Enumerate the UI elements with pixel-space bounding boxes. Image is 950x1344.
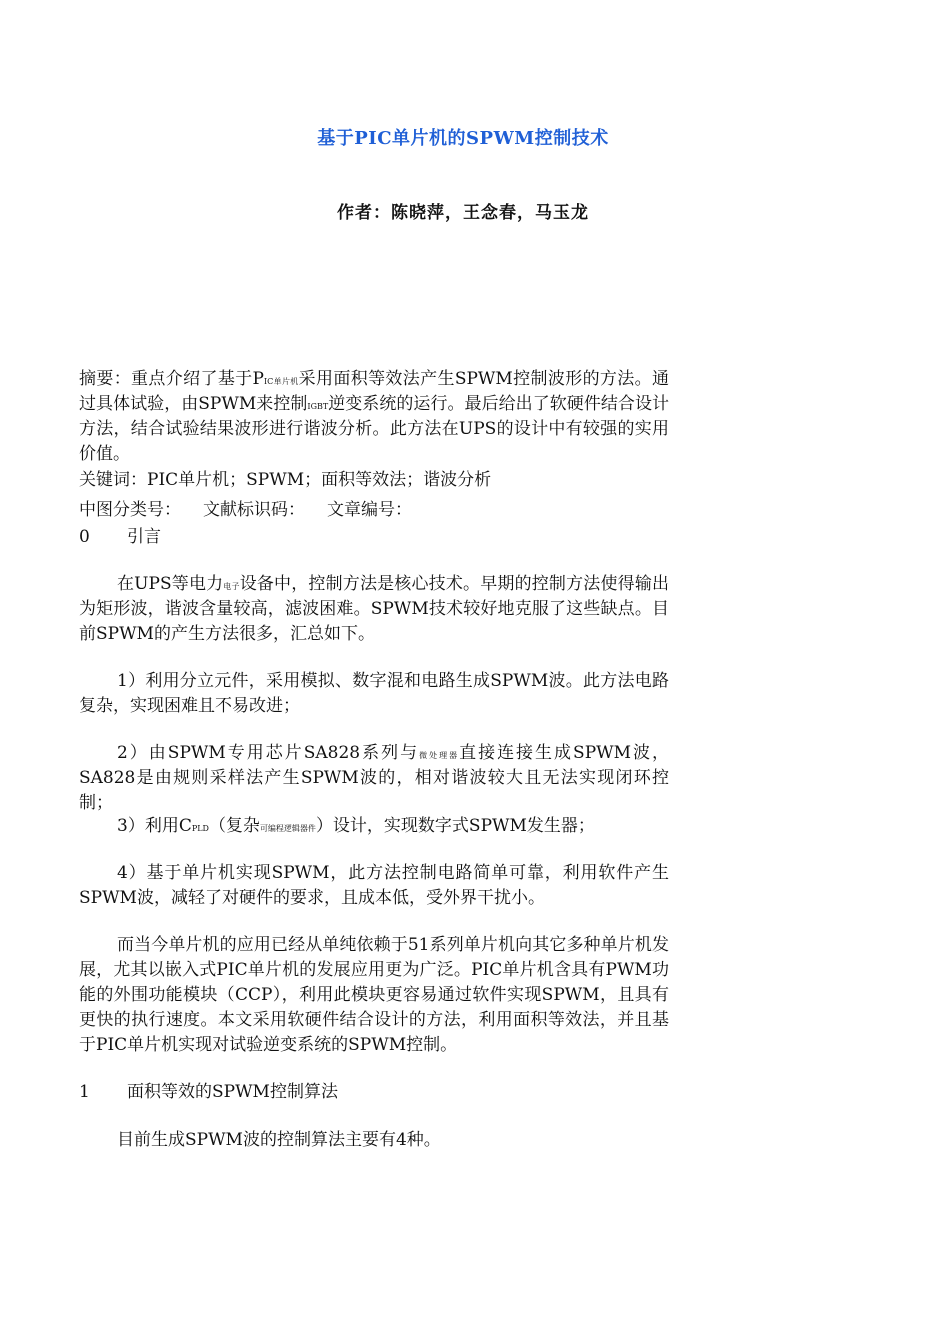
list-item-2 — [79, 741, 669, 816]
item2-text-2: 直接连接生成SPWM波，SA828是由规则采样法产生SPWM波的，相对谐波较大且无法实现闭环控制； — [79, 743, 670, 813]
abstract-subscript-1: IC单片机 — [263, 377, 299, 386]
section-number: 0 — [79, 527, 90, 547]
section-heading-0 — [79, 525, 669, 550]
list-item-3 — [79, 814, 669, 839]
classification-line — [79, 498, 669, 523]
intro-text-1: 在UPS等电力 — [117, 574, 224, 594]
item3-text-1: 3）利用C — [117, 816, 192, 836]
paper-authors: 作者：陈晓萍，王念春，马玉龙 — [337, 203, 589, 223]
algorithm-paragraph: 目前生成SPWM波的控制算法主要有4种。 — [117, 1130, 441, 1150]
intro-paragraph — [79, 572, 669, 647]
intro-subscript: 电子 — [223, 582, 240, 591]
item3-subscript-2: 可编程逻辑器件 — [259, 824, 316, 833]
item3-subscript-1: PLD — [191, 824, 209, 833]
list-item-4: 4）基于单片机实现SPWM，此方法控制电路简单可靠，利用软件产生SPWM波，减轻了对硬件的要求，且成本低，受外界干扰小。 — [79, 863, 669, 908]
section-number: 1 — [79, 1082, 90, 1102]
abstract-text-3: 逆变系统的运行。最后给出了软硬件结合设计方法，结合试验结果波形进行谐波分析。此方法在UPS的设计中有较强的实用价值。 — [79, 394, 670, 464]
list-item-1: 1）利用分立元件，采用模拟、数字混和电路生成SPWM波。此方法电路复杂，实现困难且不易改进； — [79, 671, 669, 716]
doc-code-label: 文献标识码： — [203, 500, 305, 520]
mcu-paragraph: 而当今单片机的应用已经从单纯依赖于51系列单片机向其它多种单片机发展，尤其以嵌入式PIC单片机的发展应用更为广泛。PIC单片机含具有PWM功能的外围功能模块（CCP），利用此模块更容易通过软件实现SPWM，且具有更快的执行速度。本文采用软硬件结合设计的方法，利用面积等效法，并且基于PIC单片机实现对试验逆变系统的SPWM控制。 — [79, 935, 669, 1055]
item2-text-1: 2）由SPWM专用芯片SA828系列与 — [117, 743, 420, 763]
item3-text-2: （复杂 — [208, 816, 260, 836]
abstract-text-2: 采用面积等效法产生SPWM控制波形的方法。通过具体试验，由SPWM来控制 — [79, 369, 669, 414]
section-title: 引言 — [127, 527, 161, 547]
abstract-subscript-2: IGBT — [307, 402, 329, 411]
item2-subscript: 微处理器 — [419, 751, 460, 760]
clc-label: 中图分类号： — [79, 500, 181, 520]
keywords-line: 关键词：PIC单片机；SPWM；面积等效法；谐波分析 — [79, 470, 492, 490]
abstract-text-1: 摘要：重点介绍了基于P — [79, 369, 264, 389]
abstract-paragraph — [79, 367, 669, 467]
section-heading-1 — [79, 1080, 669, 1105]
article-no-label: 文章编号： — [327, 500, 412, 520]
paper-title: 基于PIC单片机的SPWM控制技术 — [317, 128, 609, 149]
section-title: 面积等效的SPWM控制算法 — [127, 1082, 338, 1102]
item3-text-3: ）设计，实现数字式SPWM发生器； — [315, 816, 595, 836]
intro-text-2: 设备中，控制方法是核心技术。早期的控制方法使得输出为矩形波，谐波含量较高，滤波困难。SPWM技术较好地克服了这些缺点。目前SPWM的产生方法很多，汇总如下。 — [79, 574, 670, 644]
